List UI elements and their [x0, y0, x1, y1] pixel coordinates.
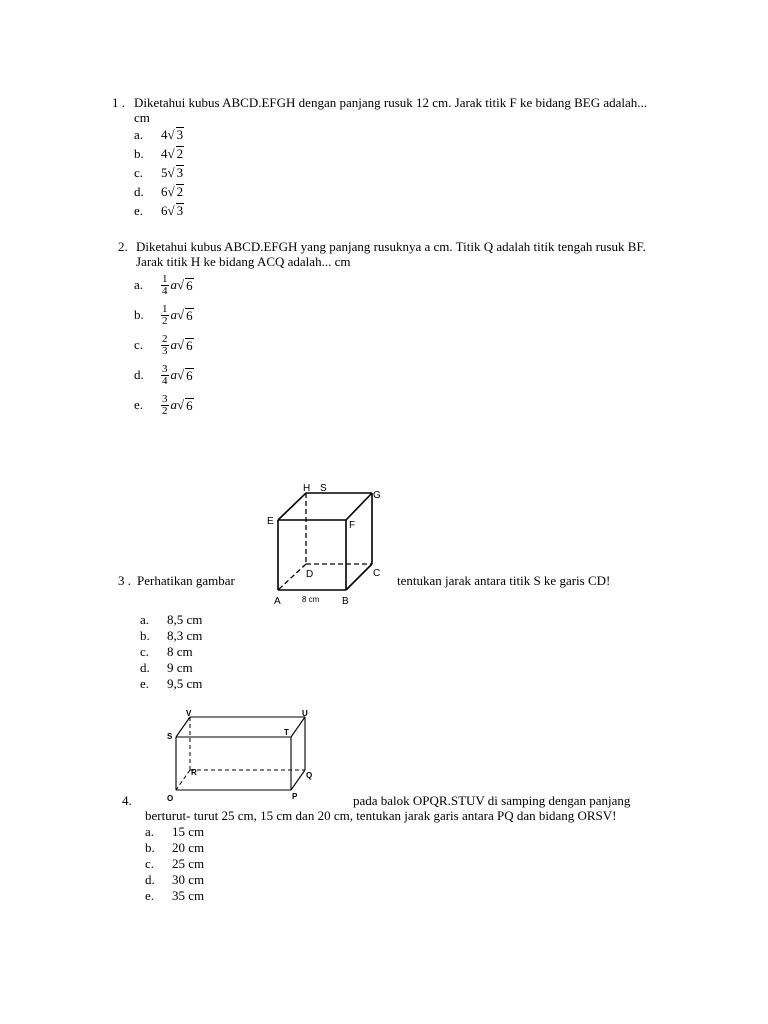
fraction-denominator: 4: [162, 374, 168, 387]
cuboid-edge-TU: [291, 717, 305, 737]
option-letter: a.: [145, 824, 155, 839]
radical-sign: √: [167, 203, 175, 218]
q4-option-b: [145, 840, 204, 856]
fraction-denominator: 4: [162, 284, 168, 297]
label-B: B: [342, 596, 349, 607]
option-letter: c.: [140, 644, 150, 659]
radical-sign: √: [177, 277, 185, 292]
q3-options: [140, 612, 202, 692]
cube-edge-DA: [278, 564, 306, 590]
q3-intro: Perhatikan gambar: [137, 573, 235, 588]
option-radicand: 6: [186, 308, 193, 323]
option-text: 25 cm: [172, 856, 205, 871]
option-text: 9 cm: [167, 660, 193, 675]
radical-sign: √: [177, 397, 185, 412]
option-fraction: [161, 274, 169, 297]
label-edge-length: 8 cm: [302, 595, 320, 604]
cube-edge-BC: [346, 564, 372, 590]
label-D: D: [306, 569, 314, 580]
fraction-numerator: 1: [162, 272, 168, 285]
option-letter: e.: [134, 203, 144, 218]
q4-text-line2: berturut- turut 25 cm, 15 cm dan 20 cm, tentukan jarak garis antara PQ dan bidang ORSV!: [145, 808, 617, 823]
label-Q: Q: [306, 771, 313, 780]
option-variable: a: [170, 277, 177, 292]
q2-text-line2: Jarak titik H ke bidang ACQ adalah... cm: [136, 254, 351, 269]
q2-option-e: [134, 390, 194, 420]
label-F: F: [349, 520, 356, 531]
fraction-denominator: 3: [162, 344, 168, 357]
fraction-denominator: 2: [162, 314, 168, 327]
q4-option-e: [145, 888, 204, 904]
q2-options: [134, 270, 194, 420]
option-fraction: [161, 364, 169, 387]
option-coef: 6: [161, 184, 168, 199]
option-radicand: 6: [186, 278, 193, 293]
fraction-numerator: 2: [162, 332, 168, 345]
option-coef: 5: [161, 165, 168, 180]
q1-text-line1: Diketahui kubus ABCD.EFGH dengan panjang rusuk 12 cm. Jarak titik F ke bidang BEG adalah...: [134, 95, 648, 110]
label-S: S: [167, 732, 173, 741]
label-U: U: [302, 709, 308, 718]
fraction-denominator: 2: [162, 404, 168, 417]
label-G: G: [373, 490, 381, 501]
option-radicand: 3: [176, 127, 184, 142]
q1-number: 1 .: [112, 95, 125, 110]
option-letter: a.: [140, 612, 150, 627]
option-letter: e.: [145, 888, 155, 903]
q3-question: tentukan jarak antara titik S ke garis CD!: [397, 573, 611, 588]
q2-option-d: [134, 360, 194, 390]
q1-option-c: [134, 165, 184, 184]
cube-edge-FG: [346, 493, 372, 520]
cuboid-figure: [158, 708, 328, 808]
label-C: C: [373, 568, 381, 579]
label-A: A: [274, 596, 281, 607]
option-letter: d.: [145, 872, 155, 887]
radical-sign: √: [167, 146, 175, 161]
radical-sign: √: [167, 165, 175, 180]
option-letter: b.: [140, 628, 150, 643]
option-letter: e.: [140, 676, 150, 691]
q4-number: 4.: [122, 793, 132, 808]
q1-option-d: [134, 184, 184, 203]
option-variable: a: [170, 307, 177, 322]
option-letter: d.: [134, 184, 144, 199]
label-O: O: [167, 794, 174, 803]
option-variable: a: [170, 337, 177, 352]
option-letter: b.: [134, 146, 144, 161]
cube-figure: [262, 478, 392, 608]
label-E: E: [267, 516, 274, 527]
q4-option-c: [145, 856, 204, 872]
q4-options: [145, 824, 204, 904]
option-letter: b.: [134, 307, 144, 322]
q2-option-c: [134, 330, 194, 360]
option-fraction: [161, 394, 169, 417]
option-fraction: [161, 304, 169, 327]
q3-option-e: [140, 676, 202, 692]
q3-number: 3 .: [118, 573, 131, 588]
fraction-numerator: 1: [162, 302, 168, 315]
q1-option-b: [134, 146, 184, 165]
option-text: 8,5 cm: [167, 612, 203, 627]
q1-option-a: [134, 127, 184, 146]
fraction-numerator: 3: [162, 362, 168, 375]
option-letter: a.: [134, 277, 144, 292]
q2-number: 2.: [118, 239, 128, 254]
option-letter: a.: [134, 127, 144, 142]
option-letter: c.: [145, 856, 155, 871]
option-variable: a: [170, 367, 177, 382]
radical-sign: √: [177, 337, 185, 352]
option-radicand: 2: [176, 184, 184, 199]
option-letter: b.: [145, 840, 155, 855]
option-fraction: [161, 334, 169, 357]
option-text: 9,5 cm: [167, 676, 203, 691]
q2-text-line1: Diketahui kubus ABCD.EFGH yang panjang rusuknya a cm. Titik Q adalah titik tengah rusuk BF.: [136, 239, 646, 254]
option-radicand: 2: [176, 146, 184, 161]
option-text: 30 cm: [172, 872, 205, 887]
radical-sign: √: [167, 184, 175, 199]
q3-option-b: [140, 628, 202, 644]
q4-option-a: [145, 824, 204, 840]
radical-sign: √: [177, 307, 185, 322]
option-radicand: 3: [176, 203, 184, 218]
option-text: 35 cm: [172, 888, 205, 903]
q3-option-d: [140, 660, 202, 676]
q4-option-d: [145, 872, 204, 888]
option-letter: c.: [134, 337, 144, 352]
label-V: V: [186, 709, 192, 718]
cuboid-edge-PQ: [291, 770, 305, 790]
cube-edge-EH: [278, 493, 306, 520]
q1-text-line2: cm: [134, 110, 150, 125]
label-P: P: [292, 792, 298, 801]
q4-text-line1: pada balok OPQR.STUV di samping dengan panjang: [353, 793, 631, 808]
option-variable: a: [170, 397, 177, 412]
q1-option-e: [134, 203, 184, 222]
option-text: 15 cm: [172, 824, 205, 839]
option-coef: 4: [161, 127, 168, 142]
radical-sign: √: [177, 367, 185, 382]
option-letter: c.: [134, 165, 144, 180]
label-R: R: [191, 768, 197, 777]
q3-option-a: [140, 612, 202, 628]
cuboid-edge-SV: [176, 717, 190, 737]
radical-sign: √: [167, 127, 175, 142]
label-S: S: [320, 483, 327, 494]
q3-option-c: [140, 644, 202, 660]
option-coef: 6: [161, 203, 168, 218]
option-letter: d.: [140, 660, 150, 675]
q1-options: [134, 127, 184, 222]
option-text: 8,3 cm: [167, 628, 203, 643]
label-H: H: [303, 483, 311, 494]
q2-option-b: [134, 300, 194, 330]
option-radicand: 6: [186, 398, 193, 413]
option-radicand: 6: [186, 368, 193, 383]
option-radicand: 3: [176, 165, 184, 180]
cuboid-edge-RO: [176, 770, 190, 790]
option-letter: d.: [134, 367, 144, 382]
option-coef: 4: [161, 146, 168, 161]
fraction-numerator: 3: [162, 392, 168, 405]
option-text: 8 cm: [167, 644, 193, 659]
q2-option-a: [134, 270, 194, 300]
option-radicand: 6: [186, 338, 193, 353]
label-T: T: [284, 728, 289, 737]
option-text: 20 cm: [172, 840, 205, 855]
option-letter: e.: [134, 397, 144, 412]
